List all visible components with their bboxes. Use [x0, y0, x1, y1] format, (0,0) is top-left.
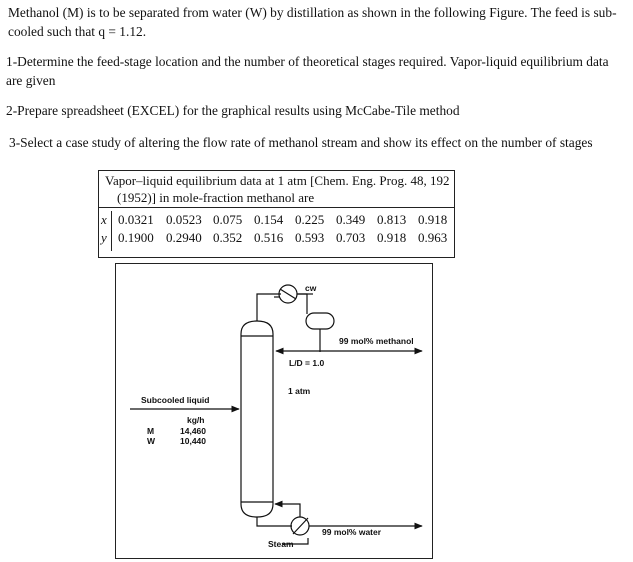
vle-y-label: y	[101, 230, 107, 245]
vle-x-cell: 0.0321	[118, 212, 154, 227]
vle-x-cell: 0.154	[254, 212, 284, 227]
vle-y-cell: 0.593	[295, 230, 325, 245]
question-2: 2-Prepare spreadsheet (EXCEL) for the graphical results using McCabe-Tile method	[6, 103, 460, 118]
vle-x-label: x	[101, 212, 107, 227]
vle-y-cell: 0.352	[213, 230, 243, 245]
feed-component-name: M	[147, 426, 155, 436]
vle-row-x	[99, 212, 454, 230]
problem-intro: Methanol (M) is to be separated from water (W) by distillation as shown in the following Figure. The feed is sub-cooled such that q = 1.12.	[8, 5, 617, 39]
vle-x-cell: 0.349	[336, 212, 366, 227]
vle-y-cell: 0.1900	[118, 230, 154, 245]
distillate-label: 99 mol% methanol	[339, 336, 414, 346]
distillation-column	[241, 321, 273, 517]
bottoms-label: 99 mol% water	[322, 527, 382, 537]
pressure-label: 1 atm	[288, 386, 311, 396]
vle-x-cell: 0.075	[213, 212, 243, 227]
vle-table-caption: Vapor–liquid equilibrium data at 1 atm [Chem. Eng. Prog. 48, 192 (1952)] in mole-fraction methanol are	[105, 173, 450, 205]
flow-unit-label: kg/h	[187, 415, 205, 425]
overhead-vapor-line	[257, 294, 281, 321]
question-1: 1-Determine the feed-stage location and the number of theoretical stages required. Vapor-liquid equilibrium data are given	[6, 54, 609, 88]
feed-component-flow: 14,460	[180, 426, 206, 436]
reflux-ratio-label: L/D = 1.0	[289, 358, 325, 368]
distillation-diagram	[116, 264, 432, 558]
vle-x-cell: 0.813	[377, 212, 407, 227]
vle-y-cell: 0.2940	[166, 230, 202, 245]
question-3: 3-Select a case study of altering the flow rate of methanol stream and show its effect on the number of stages	[9, 135, 593, 150]
condenser-coil	[280, 289, 296, 299]
vle-data-table	[98, 170, 455, 258]
feed-component-name: W	[147, 436, 156, 446]
vle-table-divider	[99, 207, 454, 208]
reboiler-coil	[293, 518, 308, 534]
distillation-figure	[115, 263, 433, 559]
vle-y-cell: 0.516	[254, 230, 284, 245]
condensate-line	[297, 294, 307, 314]
cw-label: cw	[305, 283, 317, 293]
feed-component-flow: 10,440	[180, 436, 206, 446]
vapor-return-arrow	[275, 504, 300, 517]
vle-row-y	[99, 230, 454, 248]
vle-y-cell: 0.963	[418, 230, 448, 245]
vle-x-cell: 0.0523	[166, 212, 202, 227]
vle-y-cell: 0.703	[336, 230, 366, 245]
vle-x-cell: 0.225	[295, 212, 325, 227]
reflux-drum	[306, 313, 334, 329]
bottoms-line	[257, 517, 292, 526]
vle-x-cell: 0.918	[418, 212, 448, 227]
feed-label: Subcooled liquid	[141, 395, 210, 405]
vle-y-cell: 0.918	[377, 230, 407, 245]
steam-label: Steam	[268, 539, 294, 549]
